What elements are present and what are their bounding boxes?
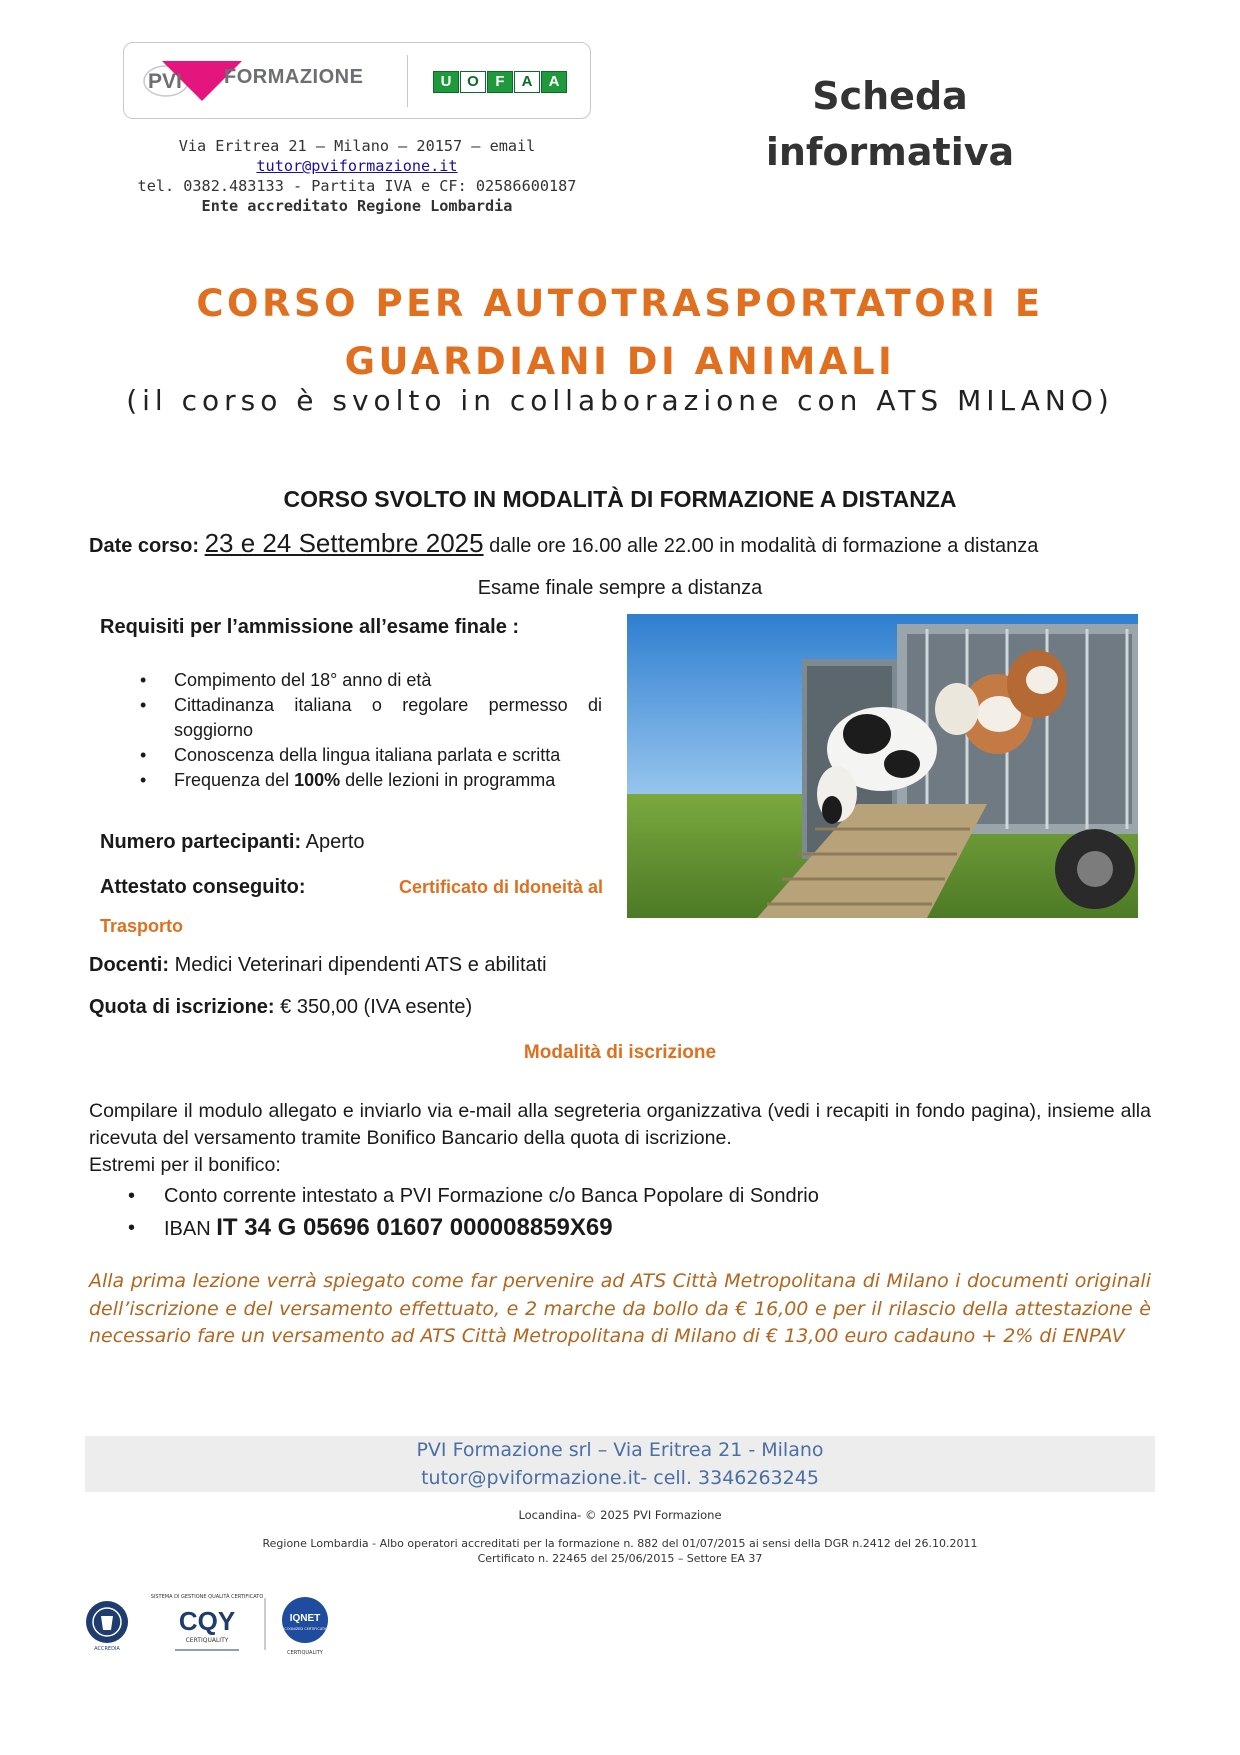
list-item [140, 768, 602, 793]
certificate-field [100, 876, 603, 899]
req-4-pre: Frequenza del [174, 770, 295, 790]
copyright-line: Locandina- © 2025 PVI Formazione [518, 1508, 722, 1522]
iqnet-logo-icon [280, 1597, 331, 1656]
regione-line-1: Regione Lombardia - Albo operatori accreditati per la formazione n. 882 del 01/07/2015 ai sensi della DGR n.2412 del 26.10.2011 [262, 1537, 978, 1550]
dates-line [89, 528, 1189, 559]
req-4-post: delle lezioni in programma [340, 770, 556, 790]
email-link[interactable]: tutor@pviformazione.it [256, 157, 458, 175]
uofaa-letter: U [433, 71, 459, 93]
cows-truck-photo [627, 614, 1138, 918]
certificate-value-2: Trasporto [100, 916, 184, 936]
regione-line-2: Certificato n. 22465 del 25/06/2015 – Settore EA 37 [477, 1552, 763, 1565]
certificate-value-1: Certificato di Idoneità al [398, 877, 603, 897]
requirements-list [140, 668, 602, 793]
scheda-line-1: Scheda [812, 74, 968, 118]
accredited-line: Ente accreditato Regione Lombardia [201, 197, 513, 215]
fee-label: Quota di iscrizione: [89, 996, 275, 1018]
fee-field [89, 996, 472, 1019]
contact-block [123, 136, 591, 216]
uofaa-letter: O [460, 71, 486, 93]
bank-details-list [128, 1180, 819, 1244]
list-item: • Conto corrente intestato a PVI Formazione c/o Banca Popolare di Sondrio [128, 1180, 819, 1212]
footer-email-phone[interactable]: tutor@pviformazione.it- cell. 3346263245 [421, 1467, 819, 1489]
scheda-line-2: informativa [765, 130, 1015, 174]
cqy-caption: SISTEMA DI GESTIONE QUALITÀ CERTIFICATO [150, 1594, 264, 1600]
list-item [128, 1212, 819, 1244]
certificate-label: Attestato conseguito: [100, 876, 306, 898]
logo-divider [407, 55, 408, 107]
iqnet-caption: CERTIQUALITY [287, 1650, 323, 1656]
course-title-line-1: CORSO PER AUTOTRASPORTATORI E [196, 282, 1044, 325]
uofaa-logo-icon [433, 71, 568, 93]
teachers-label: Docenti: [89, 954, 169, 976]
logo-box [123, 42, 591, 119]
uofaa-letter: F [487, 71, 513, 93]
scheda-informativa-title [740, 68, 1040, 180]
uofaa-letter: A [541, 71, 567, 93]
footer-contact-band [85, 1436, 1155, 1492]
dates-value: 23 e 24 Settembre 2025 [204, 528, 484, 558]
course-title-line-2: GUARDIANI DI ANIMALI [344, 340, 896, 383]
course-title [60, 275, 1180, 391]
first-lesson-note: Alla prima lezione verrà spiegato come far pervenire ad ATS Città Metropolitana di Milano i documenti originali dell’iscrizione e del versamento effettuato, e 2 marche da bollo da € 16,00 e per il rilascio della attestazione è necessario fare un versamento ad ATS Città Metropolitana di Milano di € 13,00 euro cadauno + 2% di ENPAV [89, 1270, 1151, 1347]
exam-line: Esame finale sempre a distanza [477, 577, 763, 599]
cqy-mark: CQY [178, 1606, 236, 1636]
formazione-logo-text: FORMAZIONE [224, 66, 364, 88]
iqnet-text: IQNET [289, 1613, 321, 1624]
accreditation-text [60, 1536, 1180, 1566]
req-4-bold: 100% [294, 770, 341, 790]
participants-field [100, 831, 365, 854]
teachers-value: Medici Veterinari dipendenti ATS e abilitati [174, 954, 547, 976]
registration-paragraph: Compilare il modulo allegato e inviarlo via e-mail alla segreteria organizzativa (vedi i recapiti in fondo pagina), insieme alla ricevuta del versamento tramite Bonifico Bancario della quota di iscrizione. [89, 1100, 1151, 1149]
dates-detail: dalle ore 16.00 alle 22.00 in modalità di formazione a distanza [483, 535, 1039, 557]
iqnet-sub: RECOGNIZED CERTIFICATION [279, 1627, 331, 1631]
fee-value: € 350,00 (IVA esente) [280, 996, 473, 1018]
registration-heading: Modalità di iscrizione [523, 1042, 717, 1063]
accredia-text: ACCREDIA [94, 1646, 120, 1652]
footer-address: PVI Formazione srl – Via Eritrea 21 - Milano [416, 1439, 824, 1461]
bank-heading: Estremi per il bonifico: [89, 1154, 281, 1176]
phone-vat-line: tel. 0382.483133 - Partita IVA e CF: 02586600187 [137, 177, 577, 195]
cqy-sub: CERTIQUALITY [185, 1637, 229, 1644]
certificate-field-cont [100, 915, 183, 938]
pvi-logo-text: PVI [148, 70, 182, 93]
participants-value: Aperto [305, 831, 365, 853]
iban-label: IBAN [164, 1218, 217, 1240]
dates-label: Date corso: [89, 535, 200, 557]
list-item: • Compimento del 18° anno di età [140, 668, 602, 693]
list-item: • Conoscenza della lingua italiana parlata e scritta [140, 743, 602, 768]
certification-logos [85, 1590, 385, 1660]
uofaa-letter: A [514, 71, 540, 93]
requirements-heading: Requisiti per l’ammissione all’esame finale : [100, 616, 520, 638]
address-line: Via Eritrea 21 – Milano – 20157 – email [178, 137, 536, 155]
teachers-field [89, 954, 547, 977]
list-item: • Cittadinanza italiana o regolare permesso di soggiorno [140, 693, 602, 743]
course-subtitle: (il corso è svolto in collaborazione con ATS MILANO) [126, 384, 1114, 417]
iban-value: IT 34 G 05696 01607 000008859X69 [216, 1214, 613, 1241]
certiquality-logo-icon [151, 1593, 264, 1650]
mode-heading: CORSO SVOLTO IN MODALITÀ DI FORMAZIONE A DISTANZA [283, 486, 957, 512]
accredia-logo-icon [86, 1601, 128, 1652]
participants-label: Numero partecipanti: [100, 831, 302, 853]
registration-text [89, 1098, 1151, 1179]
